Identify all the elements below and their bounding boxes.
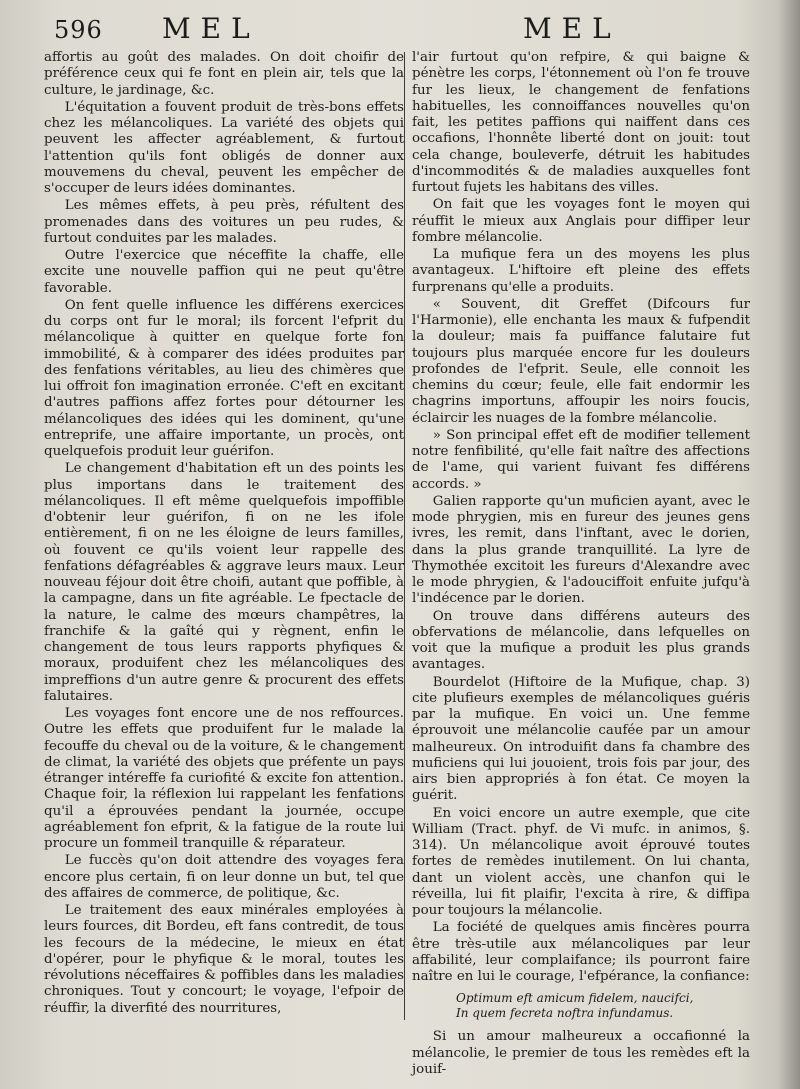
paragraph: En voici encore un autre exemple, que cite William (Tract. phyf. de Vi mufc. in animos, §. 314). Un mélancolique avoit éprouvé toutes fortes de remèdes inutilement. On lui chanta, dant un violent accès, une chanfon qui le réveilla, lui fit plaifir, l'excita à rire, & diffipa pour toujours la mélancolie. bbox=[412, 805, 750, 918]
paragraph: « Souvent, dit Greffet (Difcours fur l'Harmonie), elle enchanta les maux & fufpendit la douleur; mais fa puiffance falutaire fut toujours plus marquée encore fur les douleurs profondes de l'efprit. Seule, elle connoit les chemins du cœur; feule, elle fait endormir les chagrins importuns, affoupir les noirs foucis, éclaircir les nuages de la fombre mélancolie. bbox=[412, 296, 750, 426]
paragraph: On fent quelle influence les différens exercices du corps ont fur le moral; ils forcent l'efprit du mélancolique à quitter en quelque forte fon immobilité, & à comparer des idées produites par des fenfations véritables, au lieu des chimères que lui offroit fon imagination erronée. C'eft en excitant d'autres paffions affez fortes pour détourner les mélancoliques des idées qui les dominent, qu'une entreprife, une affaire importante, un procès, ont quelquefois produit leur guérifon. bbox=[44, 297, 404, 459]
right-column bbox=[412, 50, 750, 1078]
running-head-left: MEL bbox=[162, 12, 260, 45]
quote-line: Optimum eft amicum fidelem, naucifci, bbox=[456, 991, 694, 1006]
paragraph: Le traitement des eaux minérales employées à leurs fources, dit Bordeu, eft fans contredit, de tous les fecours de la médecine, le mieux en état d'opérer, pour le phyfique & le moral, toutes les révolutions néceffaires & poffibles dans les maladies chroniques. Tout y concourt; le voyage, l'efpoir de réuffir, la diverfité des nourritures, bbox=[44, 903, 404, 1016]
paragraph: La fociété de quelques amis fincères pourra être très-utile aux mélancoliques par leur affabilité, leur complaifance; ils pourront faire naître en lui le courage, l'efpérance, la confiance: bbox=[412, 920, 750, 984]
running-head-right: MEL bbox=[523, 12, 621, 45]
paragraph: On fait que les voyages font le moyen qui réuffit le mieux aux Anglais pour diffiper leur fombre mélancolie. bbox=[412, 197, 750, 245]
left-column bbox=[44, 50, 404, 1017]
paragraph: Si un amour malheureux a occafionné la mélancolie, le premier de tous les remèdes eft la jouif- bbox=[412, 1029, 750, 1077]
paragraph: Les voyages font encore une de nos reffources. Outre les effets que produifent fur le malade la fecouffe du cheval ou de la voiture, & le changement de climat, la variété des objets que préfente un pays étranger intéreffe fa curiofité & excite fon attention. Chaque foir, la réflexion lui rappelant les fenfations qu'il a éprouvées pendant la journée, occupe agréablement fon efprit, & la fatigue de la route lui procure un fommeil tranquille & réparateur. bbox=[44, 706, 404, 851]
paragraph: On trouve dans différens auteurs des obfervations de mélancolie, dans lefquelles on voit que la mufique a produit les plus grands avantages. bbox=[412, 608, 750, 673]
paragraph: Bourdelot (Hiftoire de la Mufique, chap. 3) cite plufieurs exemples de mélancoliques guéris par la mufique. En voici un. Une femme éprouvoit une mélancolie caufée par un amour malheureux. On introduifit dans fa chambre des muficiens qui lui jouoient, trois fois par jour, des airs bien appropriés à fon état. Ce moyen la guérit. bbox=[412, 674, 750, 804]
page-number: 596 bbox=[54, 16, 103, 44]
latin-quotation bbox=[456, 991, 750, 1021]
column-divider bbox=[404, 52, 405, 1020]
paragraph: » Son principal effet eft de modifier tellement notre fenfibilité, qu'elle fait naître des affections de l'ame, qui varient fuivant fes différens accords. » bbox=[412, 427, 750, 492]
paragraph: L'équitation a fouvent produit de très-bons effets chez les mélancoliques. La variété des objets qui peuvent les affecter agréablement, & furtout l'attention qu'ils font obligés de donner aux mouvemens du cheval, peuvent les empêcher de s'occuper de leurs idées dominantes. bbox=[44, 99, 404, 196]
paragraph: La mufique fera un des moyens les plus avantageux. L'hiftoire eft pleine des effets furprenans qu'elle a produits. bbox=[412, 247, 750, 295]
paragraph: Le changement d'habitation eft un des points les plus importans dans le traitement des mélancoliques. Il eft même quelquefois impoffible d'obtenir leur guérifon, fi on ne les ifole entièrement, fi on ne les éloigne de leurs familles, où fouvent ce qu'ils voient leur rappelle des fenfations défagréables & aggrave leurs maux. Leur nouveau féjour doit être choifi, autant que poffible, à la campagne, dans un fite agréable. Le fpectacle de la nature, le calme des mœurs champêtres, la franchife & la gaîté qui y règnent, enfin le changement de tous leurs rapports phyfiques & moraux, produifent chez les mélancoliques des impreffions d'un autre genre & procurent des effets falutaires. bbox=[44, 461, 404, 704]
paragraph: affortis au goût des malades. On doit choifir de préférence ceux qui fe font en plein air, tels que la culture, le jardinage, &c. bbox=[44, 50, 404, 98]
quote-line: In quem fecreta noftra infundamus. bbox=[456, 1006, 674, 1021]
paragraph: Outre l'exercice que néceffite la chaffe, elle excite une nouvelle paffion qui ne peut qu'être favorable. bbox=[44, 248, 404, 296]
paragraph: Les mêmes effets, à peu près, réfultent des promenades dans des voitures un peu rudes, & furtout conduites par les malades. bbox=[44, 198, 404, 246]
paragraph: l'air furtout qu'on refpire, & qui baigne & pénètre les corps, l'étonnement où l'on fe trouve fur les lieux, le changement de fenfations habituelles, les connoiffances nouvelles qu'on fait, les petites paffions qui naiffent dans ces occafions, l'honnête liberté dont on jouit: tout cela change, bouleverfe, détruit les habitudes d'incommodités & de maladies auxquelles font furtout fujets les habitans des villes. bbox=[412, 50, 750, 195]
paragraph: Le fuccès qu'on doit attendre des voyages fera encore plus certain, fi on leur donne un but, tel que des affaires de commerce, de politique, &c. bbox=[44, 853, 404, 901]
paragraph: Galien rapporte qu'un muficien ayant, avec le mode phrygien, mis en fureur des jeunes gens ivres, les remit, dans l'inftant, avec le dorien, dans la plus grande tranquillité. La lyre de Thymothée excitoit les fureurs d'Alexandre avec le mode phrygien, & l'adouciffoit enfuite jufqu'à l'indécence par le dorien. bbox=[412, 493, 750, 607]
